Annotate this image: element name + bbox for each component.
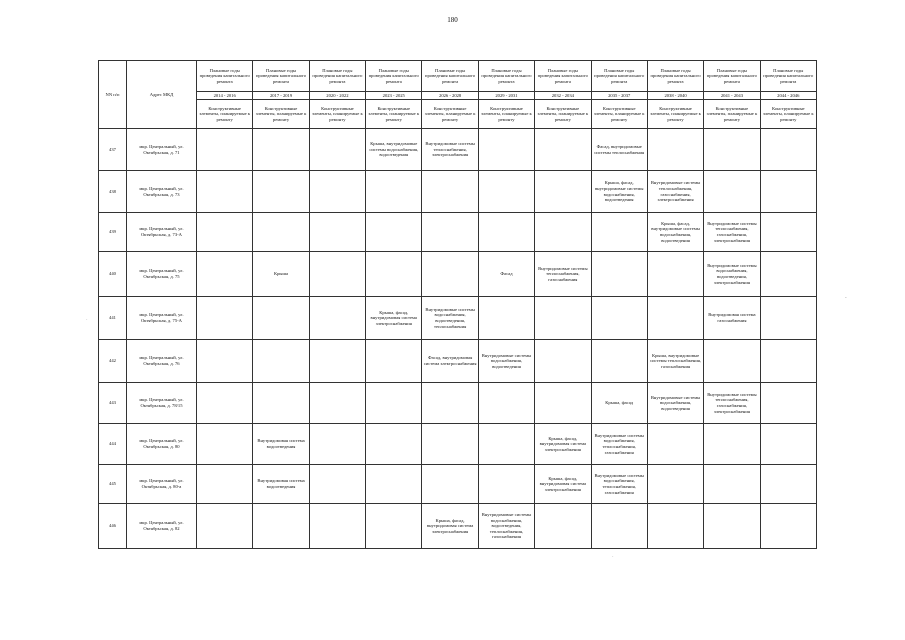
header-period: Плановые годы проведения капитального ремонта [647, 61, 703, 92]
repair-cell [422, 465, 478, 504]
header-period: Плановые годы проведения капитального ремонта [478, 61, 534, 92]
scan-mark: · [612, 555, 614, 560]
table-row [99, 129, 817, 171]
repair-cell: Крыша, фасад, внутридомовые системы водоснабжения, водоотведения [591, 171, 647, 213]
repair-cell [535, 297, 591, 340]
repair-cell [760, 129, 816, 171]
repair-cell: Внутридомовая система газоснабжения [704, 297, 760, 340]
repair-cell: Крыша, внутридомовые системы теплоснабжения, газоснабжения [647, 340, 703, 383]
header-period: Плановые годы проведения капитального ремонта [591, 61, 647, 92]
repair-cell [366, 504, 422, 549]
repair-cell: Крыша, фасад, внутридомовая система электроснабжения [535, 424, 591, 465]
repair-cell [422, 424, 478, 465]
repair-cell: Внутридомовые системы водоснабжения, водоотведения, теплоснабжения [422, 297, 478, 340]
repair-cell [197, 213, 253, 252]
header-row-period [99, 61, 817, 92]
repair-cell [535, 213, 591, 252]
repair-cell: Внутридомовая система водоотведения [253, 424, 309, 465]
row-address: мкр. Центральный, ул. Октябрьская, д. 75 [127, 252, 197, 297]
repair-cell [309, 465, 365, 504]
table-row [99, 465, 817, 504]
scan-mark: · [86, 318, 88, 323]
repair-cell [309, 213, 365, 252]
header-elements: Конструктивные элементы, планируемые к ремонту [647, 100, 703, 129]
repair-cell: Крыша, фасад [591, 383, 647, 424]
header-year: 2041 - 2043 [704, 92, 760, 100]
header-year: 2014 - 2016 [197, 92, 253, 100]
repair-cell [760, 213, 816, 252]
table-row [99, 213, 817, 252]
header-elements: Конструктивные элементы, планируемые к ремонту [197, 100, 253, 129]
header-elements: Конструктивные элементы, планируемые к ремонту [535, 100, 591, 129]
repair-cell [366, 171, 422, 213]
repair-cell [366, 252, 422, 297]
repair-cell: Внутридомовые системы водоснабжения, водоотведения [478, 340, 534, 383]
header-year: 2026 - 2028 [422, 92, 478, 100]
row-number: 440 [99, 252, 127, 297]
repair-cell [253, 297, 309, 340]
repair-cell [309, 340, 365, 383]
repair-cell [647, 465, 703, 504]
repair-cell [366, 465, 422, 504]
row-address: мкр. Центральный, ул. Октябрьская, д. 73-А [127, 213, 197, 252]
repair-cell [647, 504, 703, 549]
row-number: 441 [99, 297, 127, 340]
repair-cell [760, 171, 816, 213]
header-elements: Конструктивные элементы, планируемые к ремонту [478, 100, 534, 129]
repair-cell [535, 129, 591, 171]
repair-cell [309, 129, 365, 171]
repair-cell [197, 252, 253, 297]
repair-cell [760, 424, 816, 465]
header-elements: Конструктивные элементы, планируемые к ремонту [704, 100, 760, 129]
repair-cell: Внутридомовые системы водоснабжения, водоотведения, теплоснабжения, газоснабжения [478, 504, 534, 549]
row-address: мкр. Центральный, ул. Октябрьская, д. 80-а [127, 465, 197, 504]
header-period: Плановые годы проведения капитального ремонта [535, 61, 591, 92]
repair-cell [535, 504, 591, 549]
repair-cell [309, 424, 365, 465]
repair-cell [591, 504, 647, 549]
repair-cell: Крыша, фасад, внутридомовая система электроснабжения [535, 465, 591, 504]
repair-cell [591, 213, 647, 252]
repair-cell [591, 340, 647, 383]
repair-cell: Внутридомовая система водоотведения [253, 465, 309, 504]
header-year: 2032 - 2034 [535, 92, 591, 100]
repair-cell [422, 383, 478, 424]
header-year: 2035 - 2037 [591, 92, 647, 100]
repair-cell: Внутридомовые системы теплоснабжения, газоснабжения [535, 252, 591, 297]
repair-cell [535, 383, 591, 424]
row-address: мкр. Центральный, ул. Октябрьская, д. 73 [127, 171, 197, 213]
repair-cell [197, 504, 253, 549]
repair-cell: Внутридомовые системы теплоснабжения, газоснабжения, электроснабжения [647, 171, 703, 213]
repair-cell [366, 424, 422, 465]
repair-cell [253, 129, 309, 171]
header-elements: Конструктивные элементы, планируемые к ремонту [309, 100, 365, 129]
capital-repair-schedule-table [98, 60, 817, 549]
header-year: 2020 - 2022 [309, 92, 365, 100]
header-year: 2044 - 2046 [760, 92, 816, 100]
repair-cell: Крыша, фасад, внутридомовые системы водоснабжения, водоотведения [647, 213, 703, 252]
row-number: 444 [99, 424, 127, 465]
repair-cell [253, 213, 309, 252]
repair-cell [760, 297, 816, 340]
header-elements: Конструктивные элементы, планируемые к ремонту [422, 100, 478, 129]
repair-cell: Крыша [253, 252, 309, 297]
repair-cell [197, 383, 253, 424]
header-period: Плановые годы проведения капитального ремонта [760, 61, 816, 92]
repair-cell [197, 424, 253, 465]
repair-cell [535, 340, 591, 383]
repair-cell [197, 465, 253, 504]
table-body [99, 129, 817, 549]
header-period: Плановые годы проведения капитального ремонта [197, 61, 253, 92]
table-row [99, 424, 817, 465]
repair-cell [647, 252, 703, 297]
table-row [99, 383, 817, 424]
repair-cell [704, 340, 760, 383]
repair-cell [422, 213, 478, 252]
repair-cell [647, 297, 703, 340]
repair-cell [309, 252, 365, 297]
row-address: мкр. Центральный, ул. Октябрьская, д. 76 [127, 340, 197, 383]
repair-cell [366, 383, 422, 424]
repair-cell [309, 297, 365, 340]
repair-cell: Внутридомовые системы теплоснабжения, электроснабжения [422, 129, 478, 171]
table-row [99, 297, 817, 340]
row-number: 437 [99, 129, 127, 171]
repair-cell: Крыша, фасад, внутридомовая система электроснабжения [366, 297, 422, 340]
repair-cell [309, 383, 365, 424]
header-address: Адрес МКД [127, 61, 197, 129]
repair-cell [760, 504, 816, 549]
header-row-years [99, 92, 817, 100]
repair-cell [478, 129, 534, 171]
row-number: 442 [99, 340, 127, 383]
header-row-elements [99, 100, 817, 129]
row-number: 439 [99, 213, 127, 252]
row-number: 445 [99, 465, 127, 504]
header-elements: Конструктивные элементы, планируемые к ремонту [253, 100, 309, 129]
row-address: мкр. Центральный, ул. Октябрьская, д. 75-А [127, 297, 197, 340]
table-row [99, 504, 817, 549]
repair-cell [760, 340, 816, 383]
row-number: 443 [99, 383, 127, 424]
repair-cell [647, 129, 703, 171]
header-period: Плановые годы проведения капитального ремонта [309, 61, 365, 92]
repair-cell: Крыша, внутридомовые системы водоснабжения, водоотведения [366, 129, 422, 171]
header-year: 2038 - 2040 [647, 92, 703, 100]
repair-cell: Фасад [478, 252, 534, 297]
header-period: Плановые годы проведения капитального ремонта [422, 61, 478, 92]
repair-cell [760, 383, 816, 424]
row-address: мкр. Центральный, ул. Октябрьская, д. 80 [127, 424, 197, 465]
page-number: 180 [447, 16, 458, 24]
repair-cell [253, 504, 309, 549]
repair-cell: Внутридомовые системы водоснабжения, теплоснабжения, газоснабжения [591, 465, 647, 504]
header-year: 2017 - 2019 [253, 92, 309, 100]
header-period: Плановые годы проведения капитального ремонта [704, 61, 760, 92]
repair-cell [253, 340, 309, 383]
repair-cell [704, 171, 760, 213]
repair-cell [422, 171, 478, 213]
repair-cell: Фасад, внутридомовая система электроснабжения [422, 340, 478, 383]
header-year: 2023 - 2025 [366, 92, 422, 100]
repair-cell [197, 297, 253, 340]
repair-cell [309, 504, 365, 549]
repair-cell [366, 213, 422, 252]
header-period: Плановые годы проведения капитального ремонта [366, 61, 422, 92]
repair-cell: Фасад, внутридомовые системы теплоснабжения [591, 129, 647, 171]
repair-cell [647, 424, 703, 465]
repair-cell [478, 424, 534, 465]
repair-cell [704, 504, 760, 549]
row-address: мкр. Центральный, ул. Октябрьская, д. 71 [127, 129, 197, 171]
row-address: мкр. Центральный, ул. Октябрьская, д. 78/15 [127, 383, 197, 424]
repair-cell [478, 383, 534, 424]
repair-cell [197, 171, 253, 213]
table-row [99, 252, 817, 297]
repair-cell [478, 465, 534, 504]
repair-cell: Внутридомовые системы водоснабжения, водоотведения [647, 383, 703, 424]
repair-cell: Внутридомовые системы теплоснабжения, газоснабжения, электроснабжения [704, 383, 760, 424]
repair-cell [591, 297, 647, 340]
repair-cell [197, 340, 253, 383]
repair-cell [253, 383, 309, 424]
scan-mark: - [845, 296, 847, 301]
row-address: мкр. Центральный, ул. Октябрьская, д. 82 [127, 504, 197, 549]
repair-cell [309, 171, 365, 213]
header-year: 2029 - 2031 [478, 92, 534, 100]
header-elements: Конструктивные элементы, планируемые к ремонту [366, 100, 422, 129]
repair-cell [704, 129, 760, 171]
header-num: NN п/п [99, 61, 127, 129]
repair-cell: Внутридомовые системы водоснабжения, водоотведения, электроснабжения [704, 252, 760, 297]
repair-cell [478, 171, 534, 213]
repair-cell [591, 252, 647, 297]
repair-cell [760, 252, 816, 297]
header-period: Плановые годы проведения капитального ремонта [253, 61, 309, 92]
repair-cell: Крыша, фасад, внутридомовая система электроснабжения [422, 504, 478, 549]
row-number: 438 [99, 171, 127, 213]
repair-cell [366, 340, 422, 383]
row-number: 446 [99, 504, 127, 549]
repair-cell [704, 465, 760, 504]
repair-cell: Внутридомовые системы теплоснабжения, газоснабжения, электроснабжения [704, 213, 760, 252]
table-row [99, 340, 817, 383]
header-elements: Конструктивные элементы, планируемые к ремонту [591, 100, 647, 129]
repair-cell [535, 171, 591, 213]
repair-cell [253, 171, 309, 213]
repair-cell [422, 252, 478, 297]
repair-cell [478, 213, 534, 252]
repair-cell: Внутридомовые системы водоснабжения, теплоснабжения, газоснабжения [591, 424, 647, 465]
repair-cell [478, 297, 534, 340]
repair-cell [704, 424, 760, 465]
header-elements: Конструктивные элементы, планируемые к ремонту [760, 100, 816, 129]
table-row [99, 171, 817, 213]
repair-cell [197, 129, 253, 171]
repair-cell [760, 465, 816, 504]
